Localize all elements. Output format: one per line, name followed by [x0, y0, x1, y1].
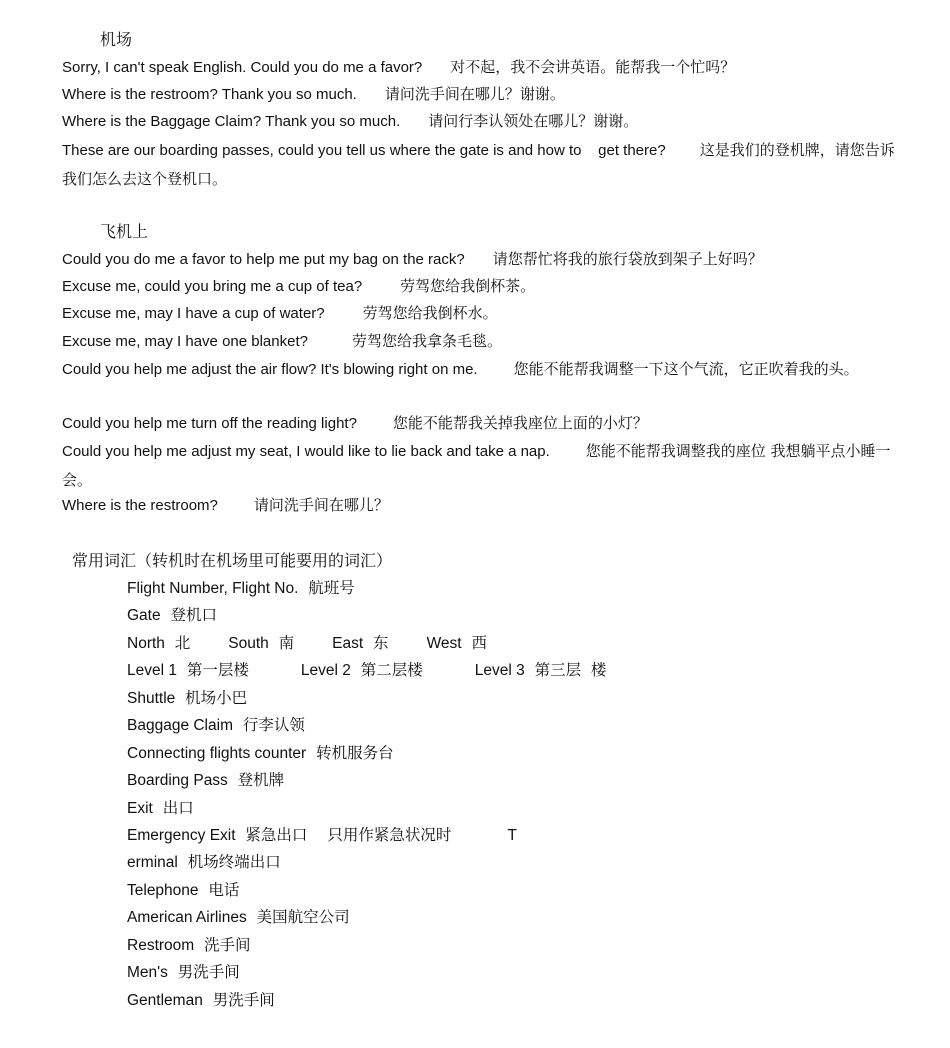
vocab-fragment: T	[507, 827, 517, 844]
phrase-english: Where is the restroom? Thank you so much.	[62, 86, 357, 103]
phrase-english: These are our boarding passes, could you tell us where the gate is and how to get there?	[62, 142, 666, 159]
vocab-chinese: 北	[174, 634, 191, 652]
vocab-chinese: 航班号	[308, 579, 355, 597]
airport-phrase-4	[62, 136, 904, 193]
onboard-phrase-3	[62, 300, 904, 327]
airport-phrase-2	[62, 81, 904, 108]
vocab-english: South	[228, 635, 269, 652]
phrase-chinese: 请问洗手间在哪儿？	[253, 496, 389, 514]
vocab-english: Flight Number, Flight No.	[127, 580, 299, 597]
vocab-english: North	[127, 635, 165, 652]
onboard-phrase-5	[62, 355, 904, 384]
airport-phrase-3	[62, 108, 904, 135]
vocab-chinese: 西	[471, 634, 487, 652]
vocab-emergency-exit	[127, 822, 517, 849]
vocab-note: 只用作紧急状况时	[327, 826, 452, 844]
phrase-chinese: 请问洗手间在哪儿？谢谢。	[384, 85, 565, 103]
phrase-english: Where is the Baggage Claim? Thank you so much.	[62, 113, 401, 130]
vocab-english: Restroom	[127, 937, 195, 954]
phrase-chinese: 这是我们的登机牌，请您告诉我们怎么去这个登机口。	[62, 141, 895, 188]
onboard-phrase-4	[62, 328, 904, 355]
vocab-english: West	[426, 635, 462, 652]
phrase-chinese: 请您帮忙将我的旅行袋放到架子上好吗？	[492, 250, 763, 268]
vocab-english: Men's	[127, 964, 168, 981]
vocab-american-airlines	[127, 904, 350, 931]
vocab-gentleman	[127, 987, 275, 1014]
phrase-english: Excuse me, may I have a cup of water?	[62, 305, 325, 322]
vocab-english: American Airlines	[127, 909, 247, 926]
phrase-chinese: 您能不能帮我调整我的座位 我想躺平点小睡一会。	[62, 442, 891, 489]
vocab-chinese: 洗手间	[204, 936, 251, 954]
vocab-english: Level 1	[127, 662, 177, 679]
onboard-phrase-6	[62, 410, 904, 437]
phrase-english: Excuse me, could you bring me a cup of tea?	[62, 278, 363, 295]
onboard-phrase-1	[62, 246, 904, 273]
vocab-english: East	[332, 635, 364, 652]
vocab-restroom	[127, 932, 251, 959]
vocab-chinese: 美国航空公司	[256, 908, 350, 926]
vocab-english: Baggage Claim	[127, 717, 233, 734]
vocab-english: Gate	[127, 607, 161, 624]
onboard-phrase-8	[62, 492, 904, 519]
phrase-english: Sorry, I can't speak English. Could you do me a favor?	[62, 59, 423, 76]
phrase-english: Could you do me a favor to help me put my bag on the rack?	[62, 251, 465, 268]
vocab-english: Boarding Pass	[127, 772, 228, 789]
vocab-chinese: 登机牌	[237, 771, 285, 789]
phrase-english: Could you help me turn off the reading light?	[62, 415, 357, 432]
vocab-chinese: 机场终端出口	[187, 853, 281, 871]
vocab-chinese: 第一层楼	[186, 661, 249, 679]
vocab-chinese: 第二层楼	[360, 661, 423, 679]
vocab-chinese: 男洗手间	[212, 991, 275, 1009]
phrase-english: Where is the restroom?	[62, 497, 218, 514]
phrase-english: Could you help me adjust the air flow? It's blowing right on me.	[62, 361, 478, 378]
vocab-directions	[127, 630, 487, 657]
vocab-baggage-claim	[127, 712, 305, 739]
airport-heading: 机场	[100, 30, 133, 49]
phrase-chinese: 对不起，我不会讲英语。能帮我一个忙吗？	[450, 58, 736, 76]
vocab-chinese: 男洗手间	[177, 963, 240, 981]
vocab-flight-number	[127, 575, 355, 602]
vocab-english: Telephone	[127, 882, 199, 899]
vocab-english: Shuttle	[127, 690, 176, 707]
vocab-exit	[127, 795, 194, 822]
onboard-heading: 飞机上	[100, 222, 149, 241]
vocab-connecting-counter	[127, 740, 394, 767]
vocab-mens	[127, 959, 240, 986]
vocab-english: Level 2	[300, 662, 351, 679]
phrase-english: Could you help me adjust my seat, I would like to lie back and take a nap.	[62, 443, 550, 460]
vocab-chinese: 机场小巴	[185, 689, 248, 707]
vocab-chinese: 东	[373, 634, 389, 652]
phrase-chinese: 劳驾您给我倒杯水。	[362, 304, 498, 322]
onboard-phrase-7	[62, 437, 904, 494]
onboard-phrase-2	[62, 273, 904, 300]
vocab-shuttle	[127, 685, 247, 712]
vocab-terminal	[127, 849, 281, 876]
vocab-chinese: 第三层 楼	[534, 661, 607, 679]
phrase-chinese: 劳驾您给我倒杯茶。	[400, 277, 536, 295]
vocab-english: Level 3	[474, 662, 525, 679]
vocab-english: Connecting flights counter	[127, 745, 307, 762]
vocab-english: Emergency Exit	[127, 827, 236, 844]
vocab-english: Exit	[127, 800, 153, 817]
phrase-chinese: 您能不能帮我关掉我座位上面的小灯？	[392, 414, 648, 432]
vocab-chinese: 紧急出口	[245, 826, 308, 844]
vocab-boarding-pass	[127, 767, 284, 794]
vocab-heading: 常用词汇（转机时在机场里可能要用的词汇）	[72, 551, 393, 570]
vocab-english: Gentleman	[127, 992, 203, 1009]
vocab-chinese: 行李认领	[242, 716, 305, 734]
phrase-english: Excuse me, may I have one blanket?	[62, 333, 308, 350]
vocab-chinese: 电话	[208, 881, 240, 899]
vocab-gate	[127, 602, 217, 629]
vocab-chinese: 转机服务台	[316, 744, 394, 762]
vocab-english: erminal	[127, 854, 178, 871]
vocab-telephone	[127, 877, 239, 904]
airport-phrase-1	[62, 54, 904, 81]
phrase-chinese: 劳驾您给我拿条毛毯。	[351, 332, 502, 350]
phrase-chinese: 请问行李认领处在哪儿？谢谢。	[428, 112, 639, 130]
vocab-chinese: 出口	[162, 799, 194, 817]
vocab-chinese: 登机口	[170, 606, 217, 624]
vocab-levels	[127, 657, 606, 684]
phrase-chinese: 您能不能帮我调整一下这个气流，它正吹着我的头。	[513, 360, 859, 378]
vocab-chinese: 南	[278, 634, 295, 652]
